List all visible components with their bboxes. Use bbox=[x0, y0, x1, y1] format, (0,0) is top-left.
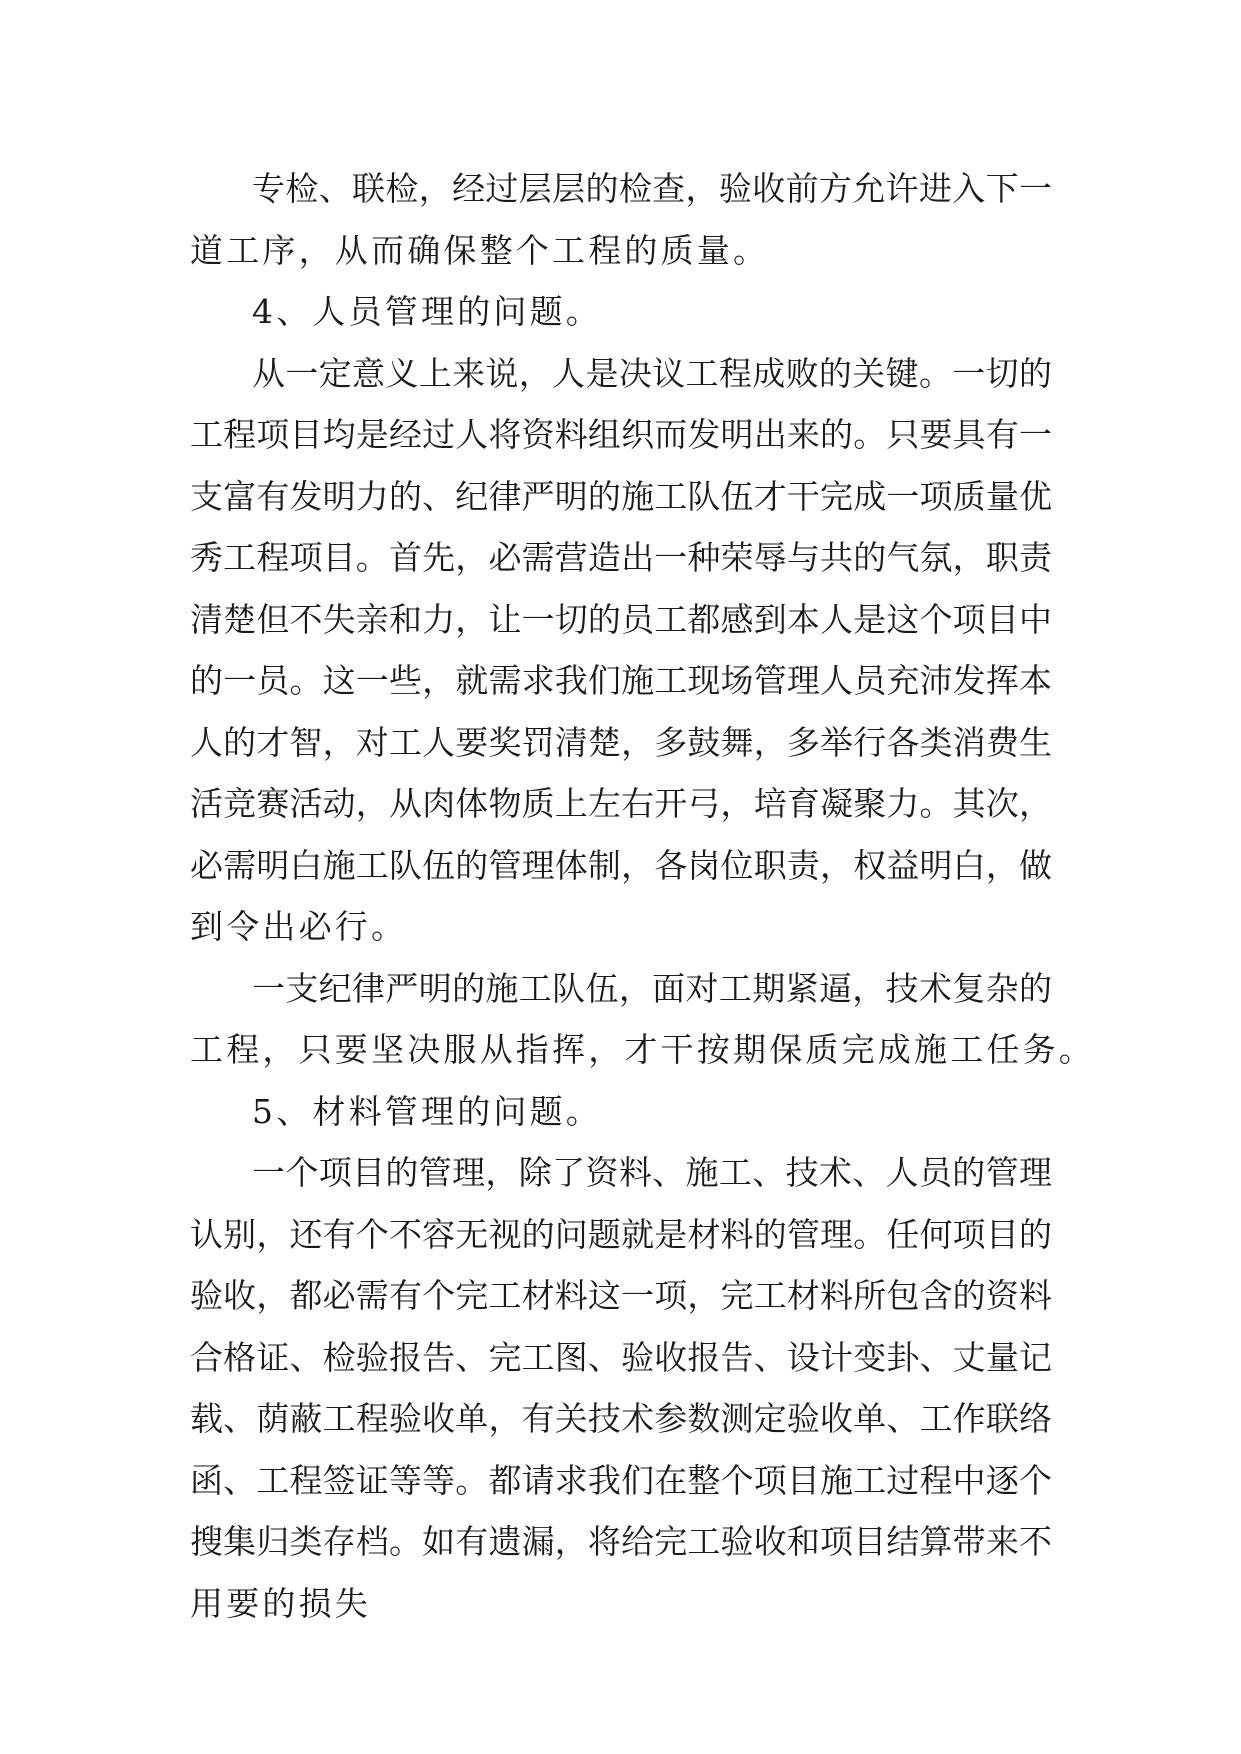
text-line: 认别，还有个不容无视的问题就是材料的管理。任何项目的 bbox=[190, 1214, 1052, 1254]
text-line: 函、工程签证等等。都请求我们在整个项目施工过程中逐个 bbox=[190, 1460, 1052, 1500]
text-line: 的一员。这一些，就需求我们施工现场管理人员充沛发挥本 bbox=[190, 661, 1052, 700]
text-line: 活竞赛活动，从肉体物质上左右开弓，培育凝聚力。其次， bbox=[190, 784, 1052, 823]
text-line: 秀工程项目。首先，必需营造出一种荣辱与共的气氛，职责 bbox=[190, 538, 1052, 577]
text-line: 一个项目的管理，除了资料、施工、技术、人员的管理 bbox=[252, 1153, 1052, 1192]
text-line: 搜集归类存档。如有遗漏，将给完工验收和项目结算带来不 bbox=[190, 1522, 1052, 1561]
text-line: 从一定意义上来说，人是决议工程成败的关键。一切的 bbox=[252, 353, 1052, 393]
text-line: 验收，都必需有个完工材料这一项，完工材料所包含的资料 bbox=[190, 1276, 1052, 1315]
text-line: 一支纪律严明的施工队伍，面对工期紧逼，技术复杂的 bbox=[252, 968, 1052, 1008]
text-line: 工程项目均是经过人将资料组织而发明出来的。只要具有一 bbox=[190, 415, 1052, 454]
text-line: 专检、联检，经过层层的检查，验收前方允许进入下一 bbox=[252, 169, 1052, 208]
text-line: 用要的损失 bbox=[190, 1583, 371, 1623]
body-text bbox=[190, 158, 1095, 1634]
text-line: 人的才智，对工人要奖罚清楚，多鼓舞，多举行各类消费生 bbox=[190, 722, 1052, 762]
text-line: 载、荫蔽工程验收单，有关技术参数测定验收单、工作联络 bbox=[190, 1399, 1052, 1438]
text-line: 清楚但不失亲和力，让一切的员工都感到本人是这个项目中 bbox=[190, 599, 1052, 639]
text-line: 支富有发明力的、纪律严明的施工队伍才干完成一项质量优 bbox=[190, 476, 1052, 516]
text-line: 5、材料管理的问题。 bbox=[252, 1091, 602, 1131]
text-line: 合格证、检验报告、完工图、验收报告、设计变卦、丈量记 bbox=[190, 1337, 1052, 1377]
text-line: 4、人员管理的问题。 bbox=[252, 292, 602, 331]
text-line: 道工序，从而确保整个工程的质量。 bbox=[190, 230, 770, 270]
text-line: 工程，只要坚决服从指挥，才干按期保质完成施工任务。 bbox=[190, 1030, 1095, 1069]
text-line: 必需明白施工队伍的管理体制，各岗位职责，权益明白，做 bbox=[190, 845, 1052, 885]
text-line: 到令出必行。 bbox=[190, 907, 408, 946]
